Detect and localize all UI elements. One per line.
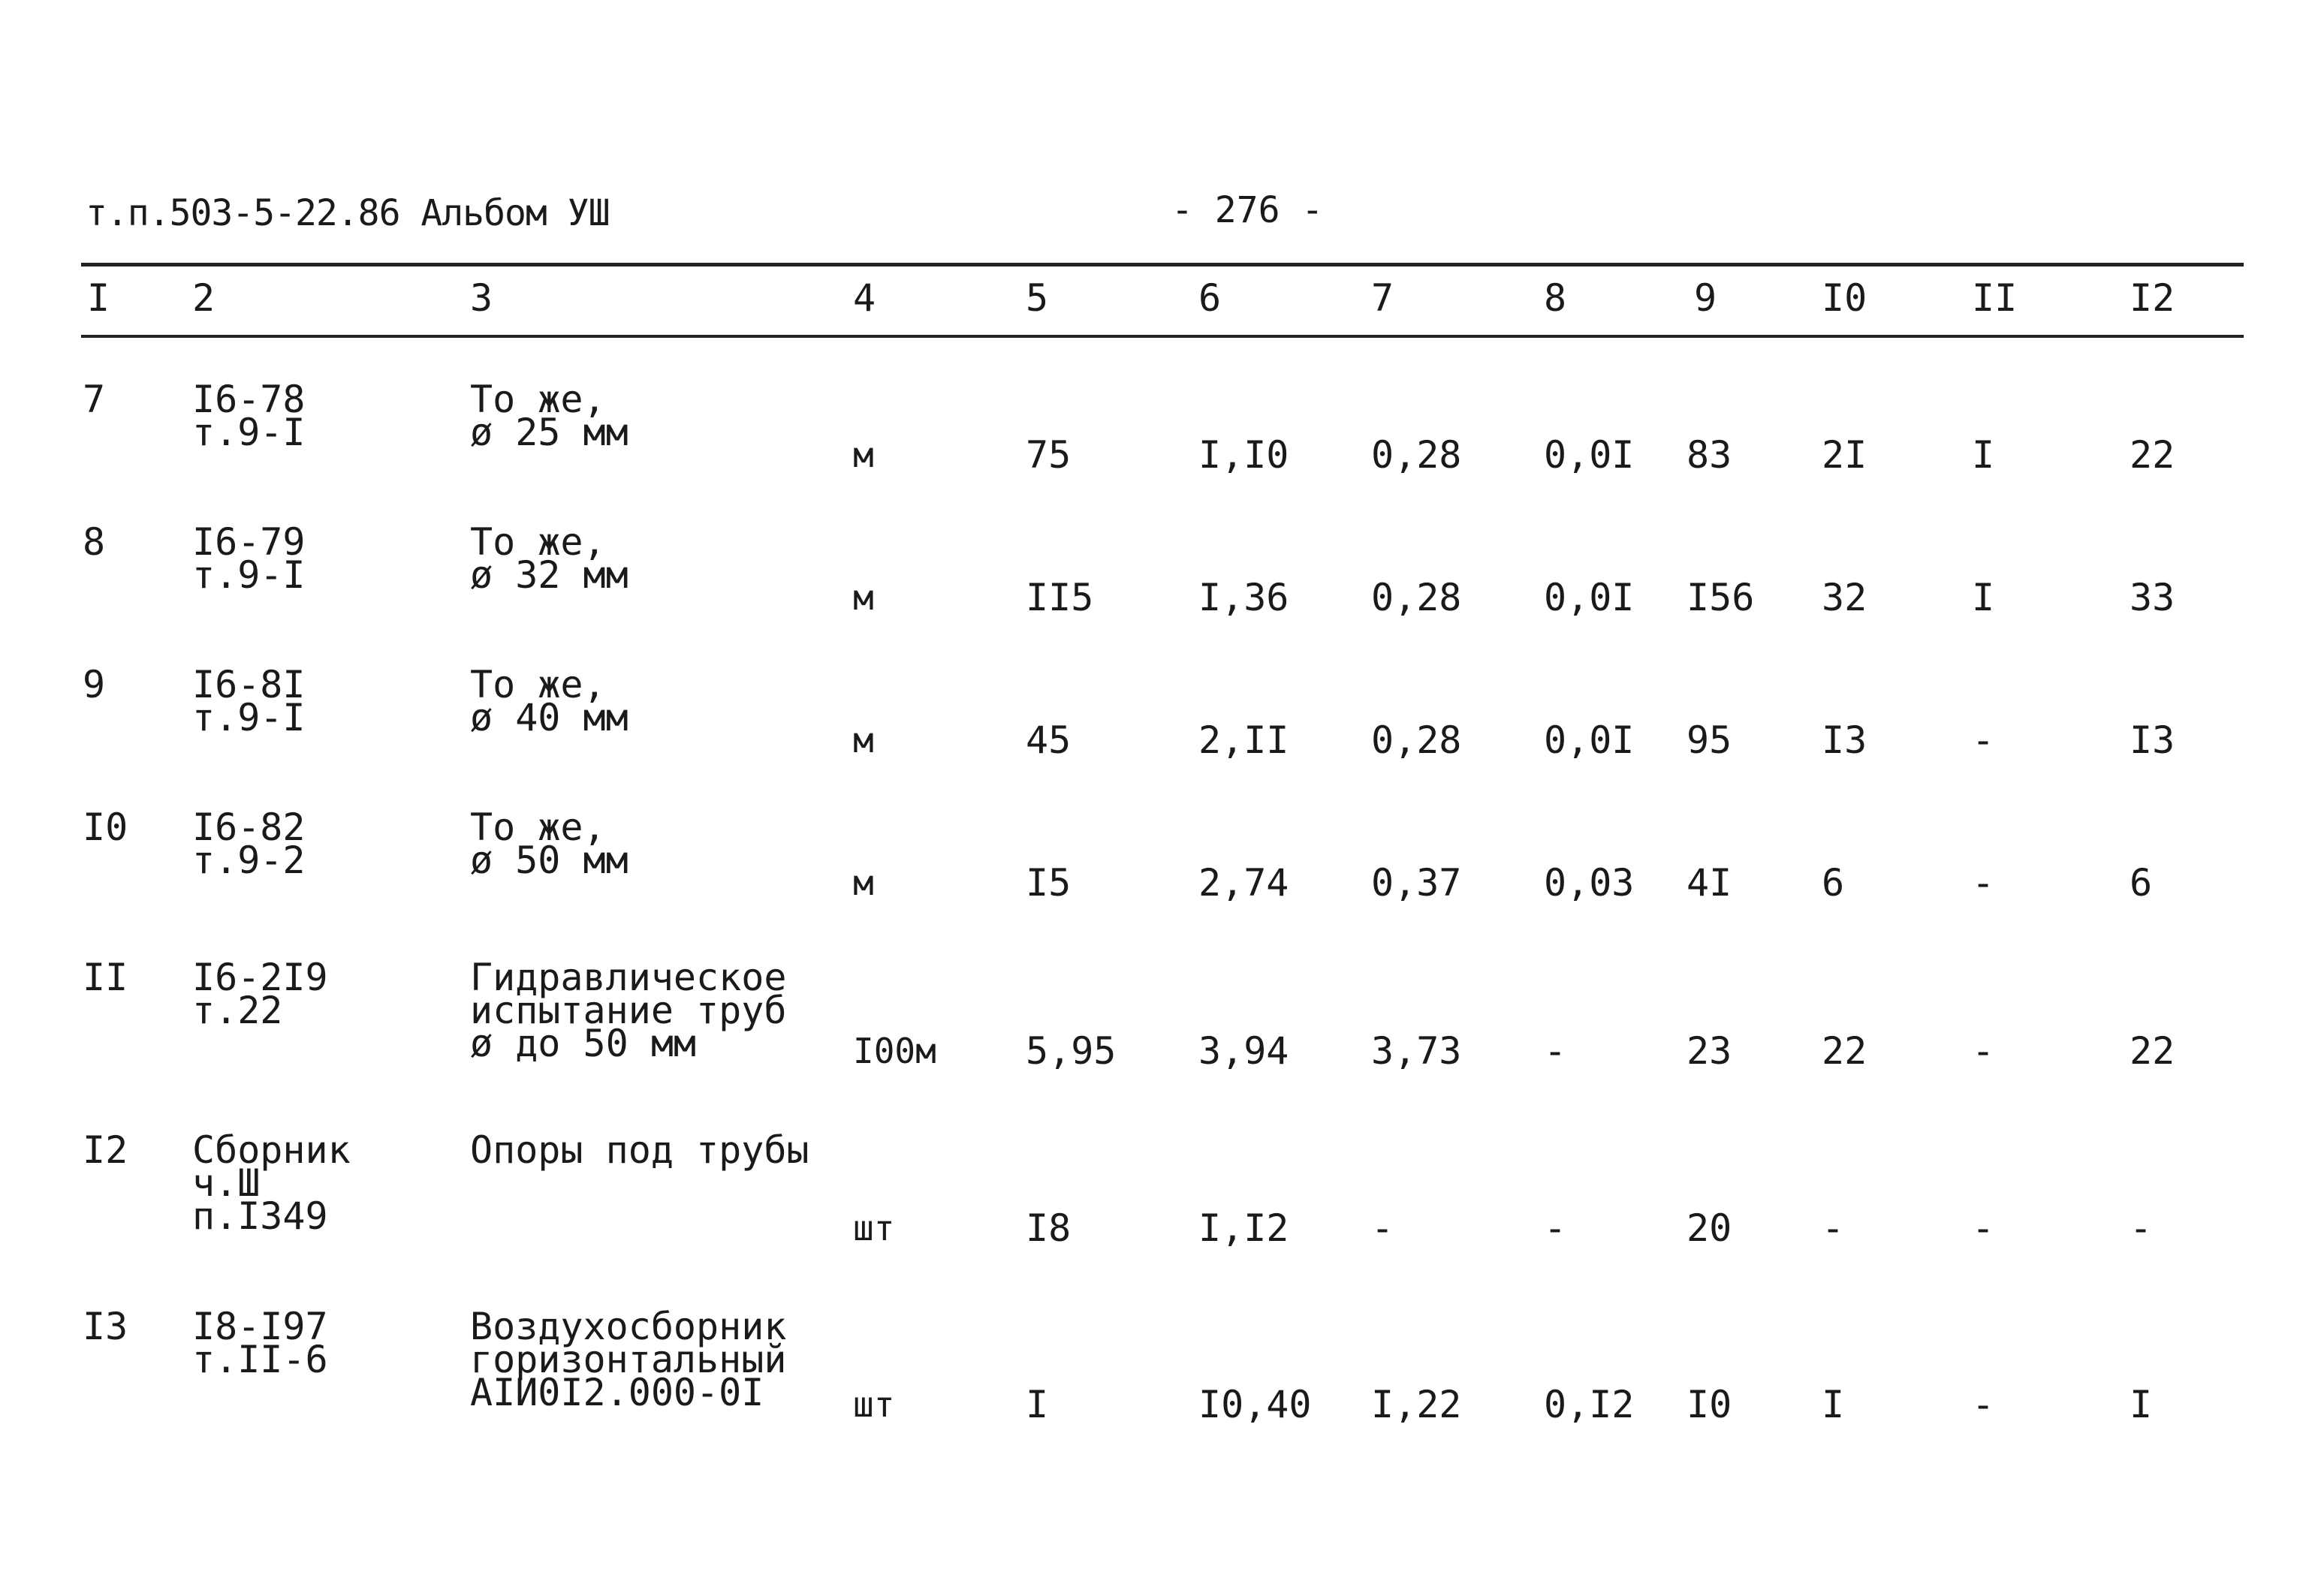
row-unit: м: [853, 435, 874, 475]
row-name: То же, ø 32 мм: [470, 520, 628, 597]
row-value-10: 6: [1822, 861, 1845, 905]
row-code: I6-82 т.9-2: [192, 806, 306, 882]
row-value-11: -: [1972, 1206, 1995, 1250]
column-header-10: I0: [1822, 276, 1867, 320]
row-value-11: -: [1972, 861, 1995, 905]
row-value-7: 0,28: [1371, 576, 1462, 619]
row-value-6: 2,74: [1198, 861, 1289, 905]
row-name: То же, ø 40 мм: [470, 663, 628, 739]
column-header-4: 4: [853, 276, 876, 320]
row-value-7: 0,28: [1371, 433, 1462, 477]
row-value-8: 0,0I: [1544, 433, 1635, 477]
row-value-6: I,I2: [1198, 1206, 1289, 1250]
row-value-12: I3: [2130, 718, 2175, 762]
row-value-10: -: [1822, 1206, 1845, 1250]
row-value-11: I: [1972, 576, 1995, 619]
row-unit: м: [853, 863, 874, 903]
column-header-6: 6: [1198, 276, 1222, 320]
row-value-7: -: [1371, 1206, 1394, 1250]
row-code: I6-78 т.9-I: [192, 378, 306, 454]
table-header-rule: [81, 335, 2244, 338]
row-name: Воздухосборник горизонтальный АIИ0I2.000-0I: [470, 1305, 787, 1414]
document-reference: т.п.503-5-22.86 Альбом УШ: [86, 192, 610, 234]
row-value-7: I,22: [1371, 1383, 1462, 1426]
row-value-12: I: [2130, 1383, 2153, 1426]
column-header-7: 7: [1371, 276, 1394, 320]
row-code: I6-8I т.9-I: [192, 663, 306, 739]
row-number: I3: [83, 1305, 128, 1348]
row-number: 7: [83, 378, 106, 421]
row-value-11: -: [1972, 718, 1995, 762]
row-unit: шт: [853, 1384, 895, 1425]
row-number: 8: [83, 520, 106, 564]
column-header-5: 5: [1026, 276, 1049, 320]
row-value-6: I,I0: [1198, 433, 1289, 477]
row-value-12: 22: [2130, 1029, 2175, 1073]
row-value-5: 75: [1026, 433, 1072, 477]
column-header-12: I2: [2130, 276, 2175, 320]
row-value-8: 0,0I: [1544, 576, 1635, 619]
column-header-2: 2: [192, 276, 216, 320]
row-value-11: -: [1972, 1383, 1995, 1426]
row-unit: I00м: [853, 1031, 936, 1071]
column-header-9: 9: [1694, 276, 1717, 320]
row-value-8: -: [1544, 1029, 1567, 1073]
row-number: I0: [83, 806, 128, 849]
column-header-11: II: [1972, 276, 2018, 320]
row-value-9: 20: [1687, 1206, 1732, 1250]
row-value-10: 2I: [1822, 433, 1867, 477]
row-value-8: 0,0I: [1544, 718, 1635, 762]
row-value-7: 3,73: [1371, 1029, 1462, 1073]
row-name: То же, ø 50 мм: [470, 806, 628, 882]
row-value-10: I3: [1822, 718, 1867, 762]
row-value-9: I0: [1687, 1383, 1732, 1426]
row-value-5: I8: [1026, 1206, 1072, 1250]
column-header-3: 3: [470, 276, 493, 320]
row-value-6: 3,94: [1198, 1029, 1289, 1073]
row-value-6: 2,II: [1198, 718, 1289, 762]
row-value-12: 33: [2130, 576, 2175, 619]
row-value-8: 0,03: [1544, 861, 1635, 905]
row-unit: м: [853, 577, 874, 618]
row-value-5: I5: [1026, 861, 1072, 905]
row-value-9: 4I: [1687, 861, 1732, 905]
column-header-8: 8: [1544, 276, 1567, 320]
row-name: То же, ø 25 мм: [470, 378, 628, 454]
row-value-9: 23: [1687, 1029, 1732, 1073]
row-value-9: 95: [1687, 718, 1732, 762]
row-value-10: 22: [1822, 1029, 1867, 1073]
row-value-12: 22: [2130, 433, 2175, 477]
row-value-10: 32: [1822, 576, 1867, 619]
row-value-10: I: [1822, 1383, 1845, 1426]
row-value-7: 0,28: [1371, 718, 1462, 762]
page-number: - 276 -: [1171, 189, 1324, 231]
row-value-11: -: [1972, 1029, 1995, 1073]
row-value-6: I0,40: [1198, 1383, 1312, 1426]
row-code: I6-2I9 т.22: [192, 956, 328, 1032]
row-value-9: I56: [1687, 576, 1755, 619]
row-number: I2: [83, 1128, 128, 1172]
row-value-8: -: [1544, 1206, 1567, 1250]
row-name: Гидравлическое испытание труб ø до 50 мм: [470, 956, 787, 1065]
table-top-rule: [81, 263, 2244, 267]
row-code: I6-79 т.9-I: [192, 520, 306, 597]
row-code: Сборник ч.Ш п.I349: [192, 1128, 351, 1238]
row-number: 9: [83, 663, 106, 706]
row-value-12: 6: [2130, 861, 2153, 905]
column-header-1: I: [87, 276, 110, 320]
row-value-5: 45: [1026, 718, 1072, 762]
row-value-12: -: [2130, 1206, 2153, 1250]
row-unit: шт: [853, 1208, 895, 1248]
row-number: II: [83, 956, 128, 999]
row-value-9: 83: [1687, 433, 1732, 477]
row-value-6: I,36: [1198, 576, 1289, 619]
row-value-11: I: [1972, 433, 1995, 477]
row-value-5: II5: [1026, 576, 1094, 619]
row-value-7: 0,37: [1371, 861, 1462, 905]
row-value-5: 5,95: [1026, 1029, 1117, 1073]
row-value-5: I: [1026, 1383, 1049, 1426]
row-name: Опоры под трубы: [470, 1128, 809, 1172]
row-value-8: 0,I2: [1544, 1383, 1635, 1426]
row-unit: м: [853, 720, 874, 760]
row-code: I8-I97 т.II-6: [192, 1305, 328, 1381]
